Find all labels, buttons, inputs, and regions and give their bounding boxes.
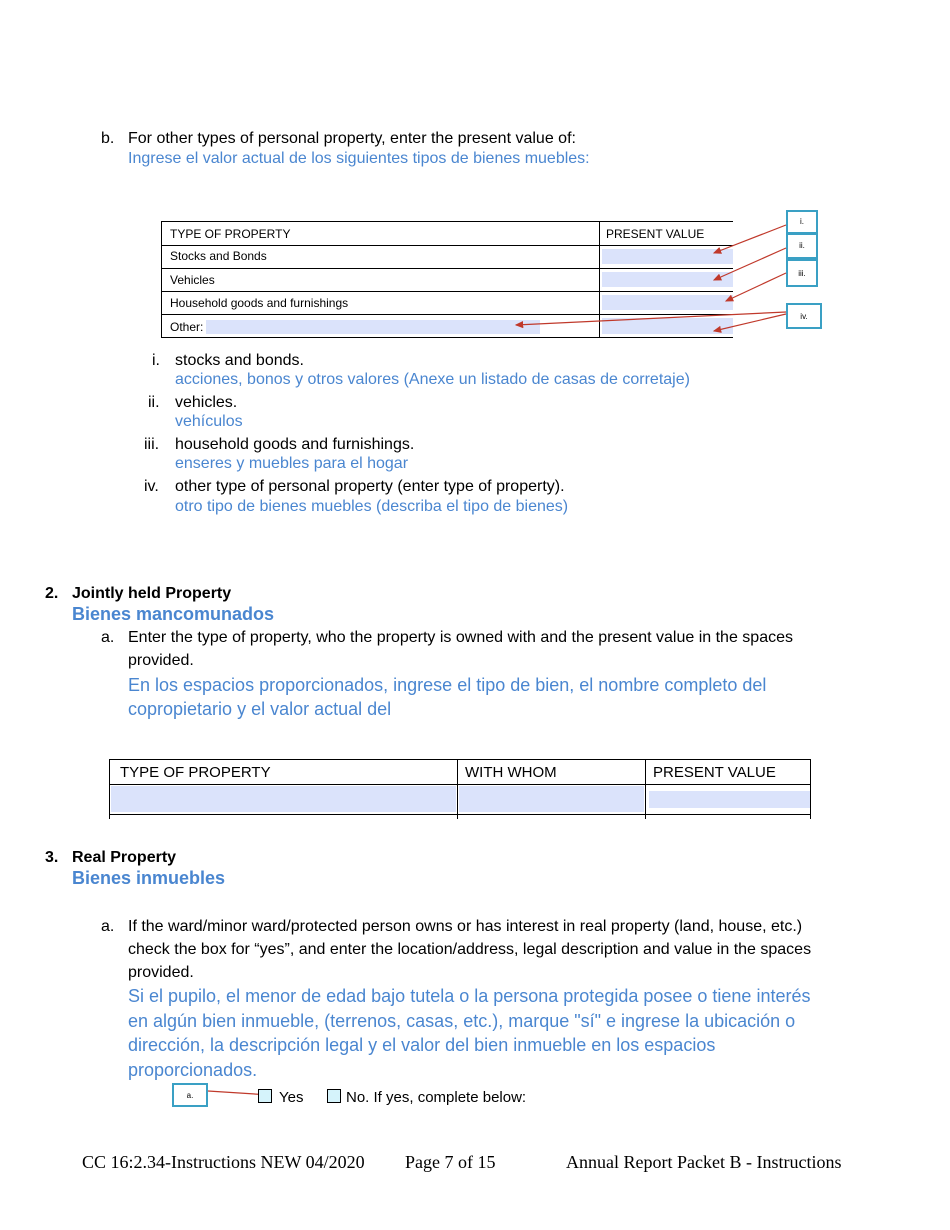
footer-page-number: Page 7 of 15 bbox=[405, 1152, 496, 1172]
section2-title: Jointly held Property bbox=[72, 585, 232, 602]
item-iv-number: iv. bbox=[144, 478, 159, 495]
section-b-text-es: Ingrese el valor actual de los siguientes tipos de bienes muebles: bbox=[128, 150, 590, 167]
item-iii-text-es: enseres y muebles para el hogar bbox=[175, 455, 409, 472]
item-ii-text: vehicles. bbox=[175, 394, 238, 411]
yes-label: Yes bbox=[279, 1089, 304, 1106]
table1-header-value: PRESENT VALUE bbox=[606, 227, 705, 241]
callout-a: a. bbox=[172, 1083, 208, 1107]
item-i-text-es: acciones, bonos y otros valores (Anexe un listado de casas de corretaje) bbox=[175, 371, 690, 388]
jointly-type-field[interactable] bbox=[111, 786, 456, 812]
no-checkbox[interactable] bbox=[327, 1089, 341, 1103]
section3-a-text-es-4: proporcionados. bbox=[128, 1060, 258, 1080]
callout-ii: ii. bbox=[786, 233, 818, 259]
section3-a-text-3: provided. bbox=[128, 964, 194, 981]
footer-form-id: CC 16:2.34-Instructions NEW 04/2020 bbox=[82, 1152, 365, 1172]
section2-a-marker: a. bbox=[101, 629, 115, 646]
section-b-marker: b. bbox=[101, 130, 115, 147]
section2-a-text-2: provided. bbox=[128, 652, 194, 669]
no-label: No. If yes, complete below: bbox=[346, 1089, 527, 1106]
section2-a-text-1: Enter the type of property, who the property is owned with and the present value in the spaces bbox=[128, 629, 793, 646]
table2-header-whom: WITH WHOM bbox=[465, 764, 557, 781]
item-iv-text: other type of personal property (enter type of property). bbox=[175, 478, 565, 495]
callout-iv: iv. bbox=[786, 303, 822, 329]
callout-iii: iii. bbox=[786, 259, 818, 287]
section2-number: 2. bbox=[45, 585, 59, 602]
item-ii-text-es: vehículos bbox=[175, 413, 243, 430]
section3-title: Real Property bbox=[72, 849, 177, 866]
item-iii-number: iii. bbox=[144, 436, 160, 453]
item-iii-text: household goods and furnishings. bbox=[175, 436, 415, 453]
table1-row-stocks: Stocks and Bonds bbox=[170, 249, 267, 263]
section3-a-text-es-3: dirección, la descripción legal y el valor del bien inmueble en los espacios bbox=[128, 1035, 716, 1055]
section2-a-text-es-2: copropietario y el valor actual del bbox=[128, 699, 392, 719]
table1-row-vehicles: Vehicles bbox=[170, 273, 215, 287]
callout-i: i. bbox=[786, 210, 818, 234]
section3-a-text-1: If the ward/minor ward/protected person owns or has interest in real property (land, house, etc.) bbox=[128, 918, 803, 935]
item-i-text: stocks and bonds. bbox=[175, 352, 304, 369]
table1-row-other: Other: bbox=[170, 320, 204, 334]
jointly-held-table bbox=[109, 759, 811, 819]
table1-header-type: TYPE OF PROPERTY bbox=[170, 227, 291, 241]
table2-header-type: TYPE OF PROPERTY bbox=[120, 764, 271, 781]
yes-checkbox[interactable] bbox=[258, 1089, 272, 1103]
section2-title-es: Bienes mancomunados bbox=[72, 604, 275, 624]
jointly-whom-field[interactable] bbox=[459, 786, 644, 812]
table2-header-value: PRESENT VALUE bbox=[653, 764, 776, 781]
section-b-text: For other types of personal property, enter the present value of: bbox=[128, 130, 576, 147]
jointly-value-field[interactable] bbox=[649, 791, 810, 808]
section3-a-marker: a. bbox=[101, 918, 115, 935]
footer-title: Annual Report Packet B - Instructions bbox=[566, 1152, 842, 1172]
section3-number: 3. bbox=[45, 849, 59, 866]
section3-a-text-es-2: en algún bien inmueble, (terrenos, casas, etc.), marque "sí" e ingrese la ubicación o bbox=[128, 1011, 796, 1031]
item-i-number: i. bbox=[152, 352, 160, 369]
section3-a-text-2: check the box for “yes”, and enter the location/address, legal description and value in the spaces bbox=[128, 941, 812, 958]
item-ii-number: ii. bbox=[148, 394, 160, 411]
section3-a-text-es-1: Si el pupilo, el menor de edad bajo tutela o la persona protegida posee o tiene interés bbox=[128, 986, 811, 1006]
table1-row-household: Household goods and furnishings bbox=[170, 296, 349, 310]
item-iv-text-es: otro tipo de bienes muebles (describa el tipo de bienes) bbox=[175, 498, 569, 515]
section3-title-es: Bienes inmuebles bbox=[72, 868, 226, 888]
section2-a-text-es-1: En los espacios proporcionados, ingrese el tipo de bien, el nombre completo del bbox=[128, 675, 767, 695]
